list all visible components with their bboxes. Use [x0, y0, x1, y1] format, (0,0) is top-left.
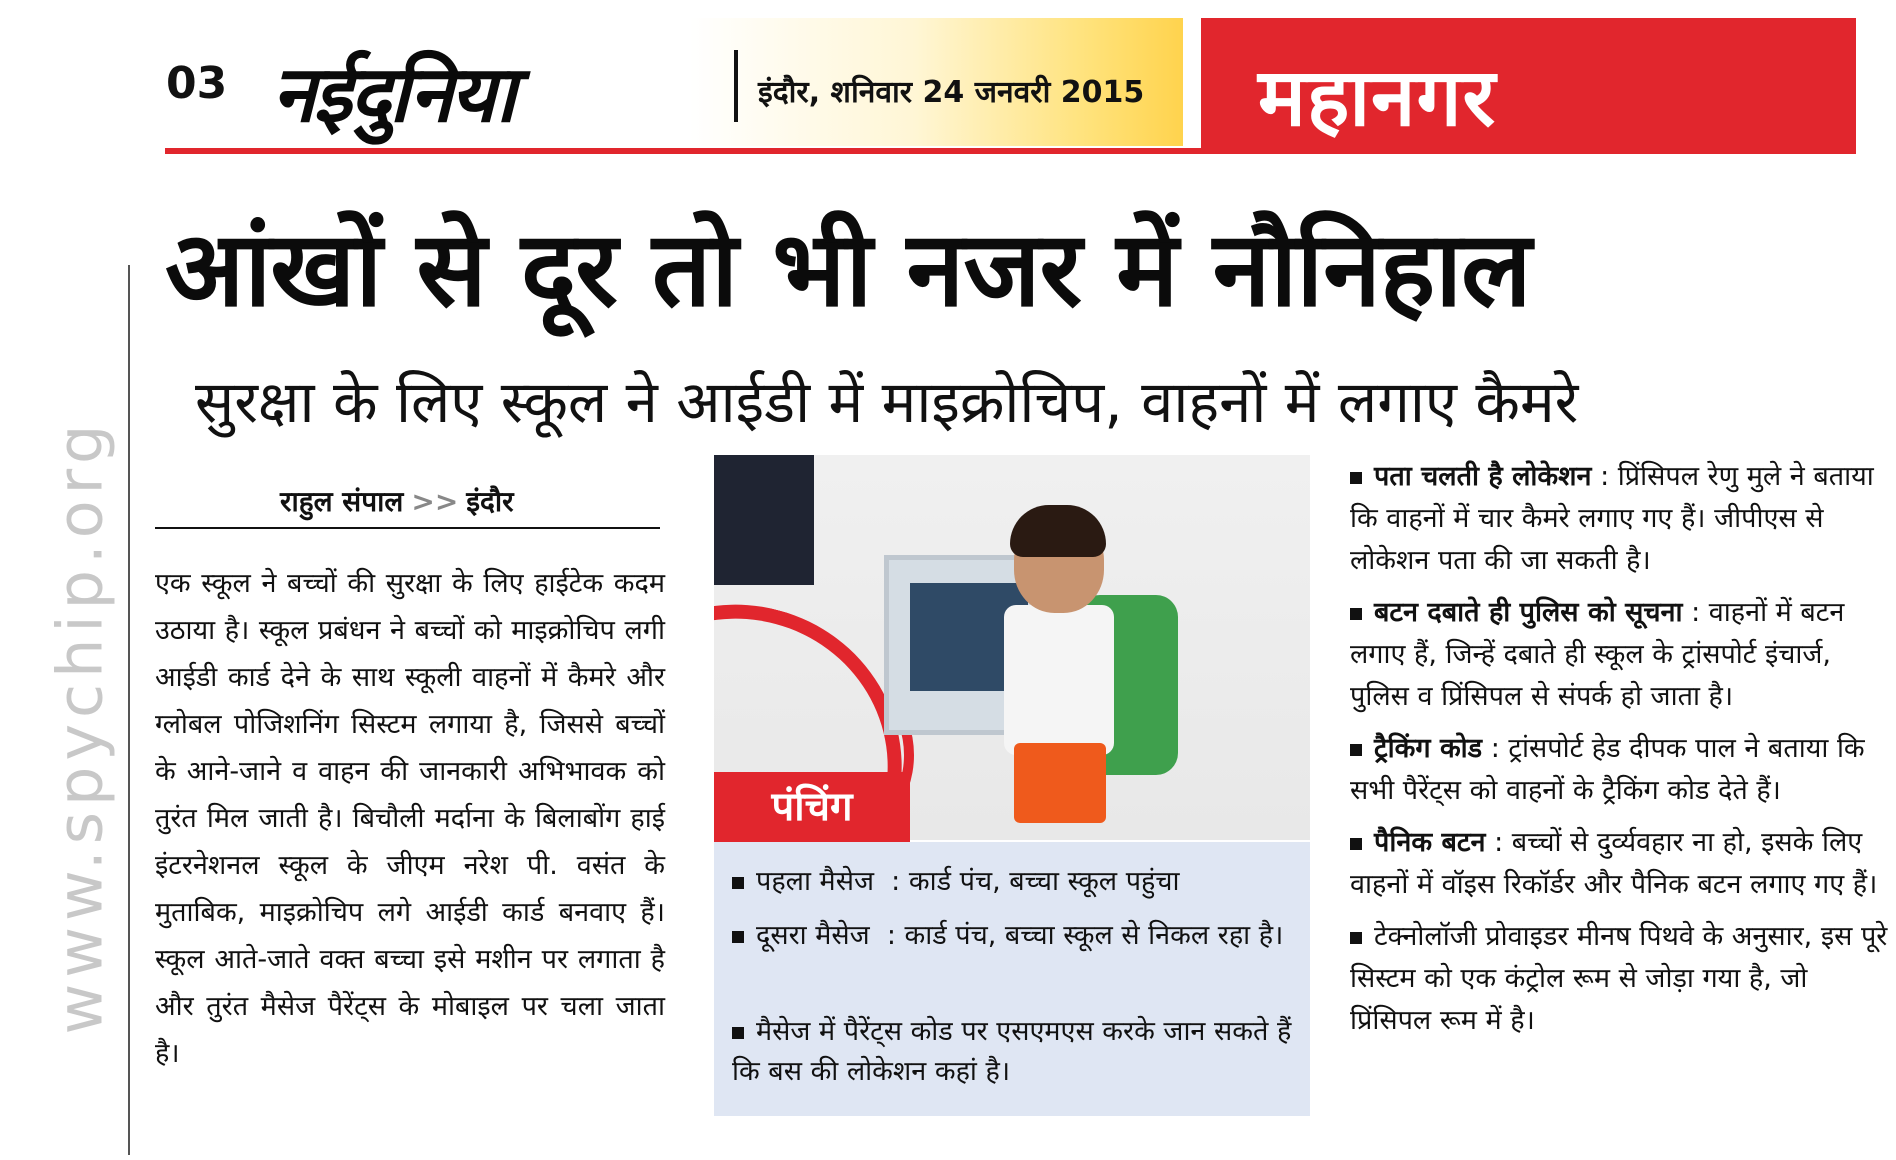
byline-rule [155, 527, 660, 529]
side-point-head: बटन दबाते ही पुलिस को सूचना [1374, 597, 1683, 628]
message-label: पहला मैसेज [756, 866, 874, 897]
side-point [1350, 916, 1890, 1042]
headline: आंखों से दूर तो भी नजर में नौनिहाल [165, 208, 1531, 330]
subheadline: सुरक्षा के लिए स्कूल ने आईडी में माइक्रोचिप, वाहनों में लगाए कैमरे [195, 368, 1579, 436]
left-margin-rule [128, 265, 130, 1155]
newspaper-logo: नईदुनिया [272, 50, 514, 140]
side-point [1350, 456, 1890, 582]
article-body: एक स्कूल ने बच्चों की सुरक्षा के लिए हाईटेक कदम उठाया है। स्कूल प्रबंधन ने बच्चों को माइक्रोचिप लगी आईडी कार्ड देने के साथ स्कूली वाहनों में कैमरे और ग्लोबल पोजिशनिंग सिस्टम लगाया है, जिससे बच्चों के आने-जाने व वाहन की जानकारी अभिभावक को तुरंत मिल जाती है। बिचौली मर्दाना के बिलाबोंग हाई इंटरनेशनल स्कूल के जीएम नरेश पी. वसंत के मुताबिक, माइक्रोचिप लगे आईडी कार्ड बनवाए हैं। स्कूल आते-जाते वक्त बच्चा इसे मशीन पर लगाता है और तुरंत मैसेज पैरेंट्स के मोबाइल पर चला जाता है। [155, 568, 665, 1069]
side-points [1350, 456, 1890, 1052]
side-point-text: : वाहनों में बटन लगाए हैं, जिन्हें दबाते ही स्कूल के ट्रांसपोर्ट इंचार्ज, पुलिस व प्रिंसिपल से संपर्क हो जाता है। [1350, 597, 1845, 712]
byline-author: राहुल संपाल [280, 485, 404, 518]
page-number: 03 [166, 58, 228, 109]
byline-separator: >> [411, 485, 459, 518]
photo-child-hair [1010, 505, 1106, 557]
photo-tag: पंचिंग [714, 772, 910, 842]
bullet-icon [1350, 472, 1362, 484]
side-point [1350, 592, 1890, 718]
side-point-text: : प्रिंसिपल रेणु मुले ने बताया कि वाहनों में चार कैमरे लगाए गए हैं। जीपीएस से लोकेशन पता की जा सकती है। [1350, 461, 1874, 576]
side-point-head: पैनिक बटन [1374, 827, 1486, 858]
side-point-text: टेक्नोलॉजी प्रोवाइडर मीनष पिथवे के अनुसार, इस पूरे सिस्टम को एक कंट्रोल रूम से जोड़ा गया है, जो प्रिंसिपल रूम में है। [1350, 921, 1888, 1036]
message-text: : कार्ड पंच, बच्चा स्कूल पहुंचा [891, 866, 1180, 897]
dateline: इंदौर, शनिवार 24 जनवरी 2015 [758, 75, 1145, 110]
message-text: : कार्ड पंच, बच्चा स्कूल से निकल रहा है। [886, 920, 1284, 951]
banner-gap [1183, 18, 1201, 154]
bullet-icon [732, 931, 744, 943]
message-box [714, 842, 1310, 1116]
bullet-icon [1350, 608, 1362, 620]
bullet-icon [1350, 932, 1362, 944]
photo-wall-poster [714, 455, 814, 585]
message-item [732, 862, 1292, 902]
watermark: www.spychip.org [43, 418, 117, 1035]
message-label: दूसरा मैसेज [756, 920, 870, 951]
section-title: महानगर [1258, 51, 1497, 144]
message-item [732, 916, 1292, 956]
byline [280, 482, 514, 520]
side-point-text: : ट्रांसपोर्ट हेड दीपक पाल ने बताया कि सभी पैरेंट्स को वाहनों के ट्रैकिंग कोड देते हैं। [1350, 733, 1865, 806]
bullet-icon [732, 877, 744, 889]
side-point-text: : बच्चों से दुर्व्यवहार ना हो, इसके लिए वाहनों में वॉइस रिकॉर्डर और पैनिक बटन लगाए गए हैं। [1350, 827, 1878, 900]
message-item [732, 1012, 1292, 1092]
side-point-head: पता चलती है लोकेशन [1374, 461, 1592, 492]
bullet-icon [1350, 744, 1362, 756]
side-point [1350, 822, 1890, 906]
message-text: मैसेज में पैरेंट्स कोड पर एसएमएस करके जान सकते हैं कि बस की लोकेशन कहां है। [732, 1016, 1292, 1087]
masthead-red-rule [165, 148, 1856, 154]
bullet-icon [732, 1027, 744, 1039]
photo-child-shirt [1004, 605, 1114, 755]
side-point [1350, 728, 1890, 812]
bullet-icon [1350, 838, 1362, 850]
masthead-separator [734, 50, 738, 122]
byline-place: इंदौर [466, 485, 514, 518]
side-point-head: ट्रैकिंग कोड [1374, 733, 1483, 764]
photo-child-shorts [1014, 743, 1106, 823]
